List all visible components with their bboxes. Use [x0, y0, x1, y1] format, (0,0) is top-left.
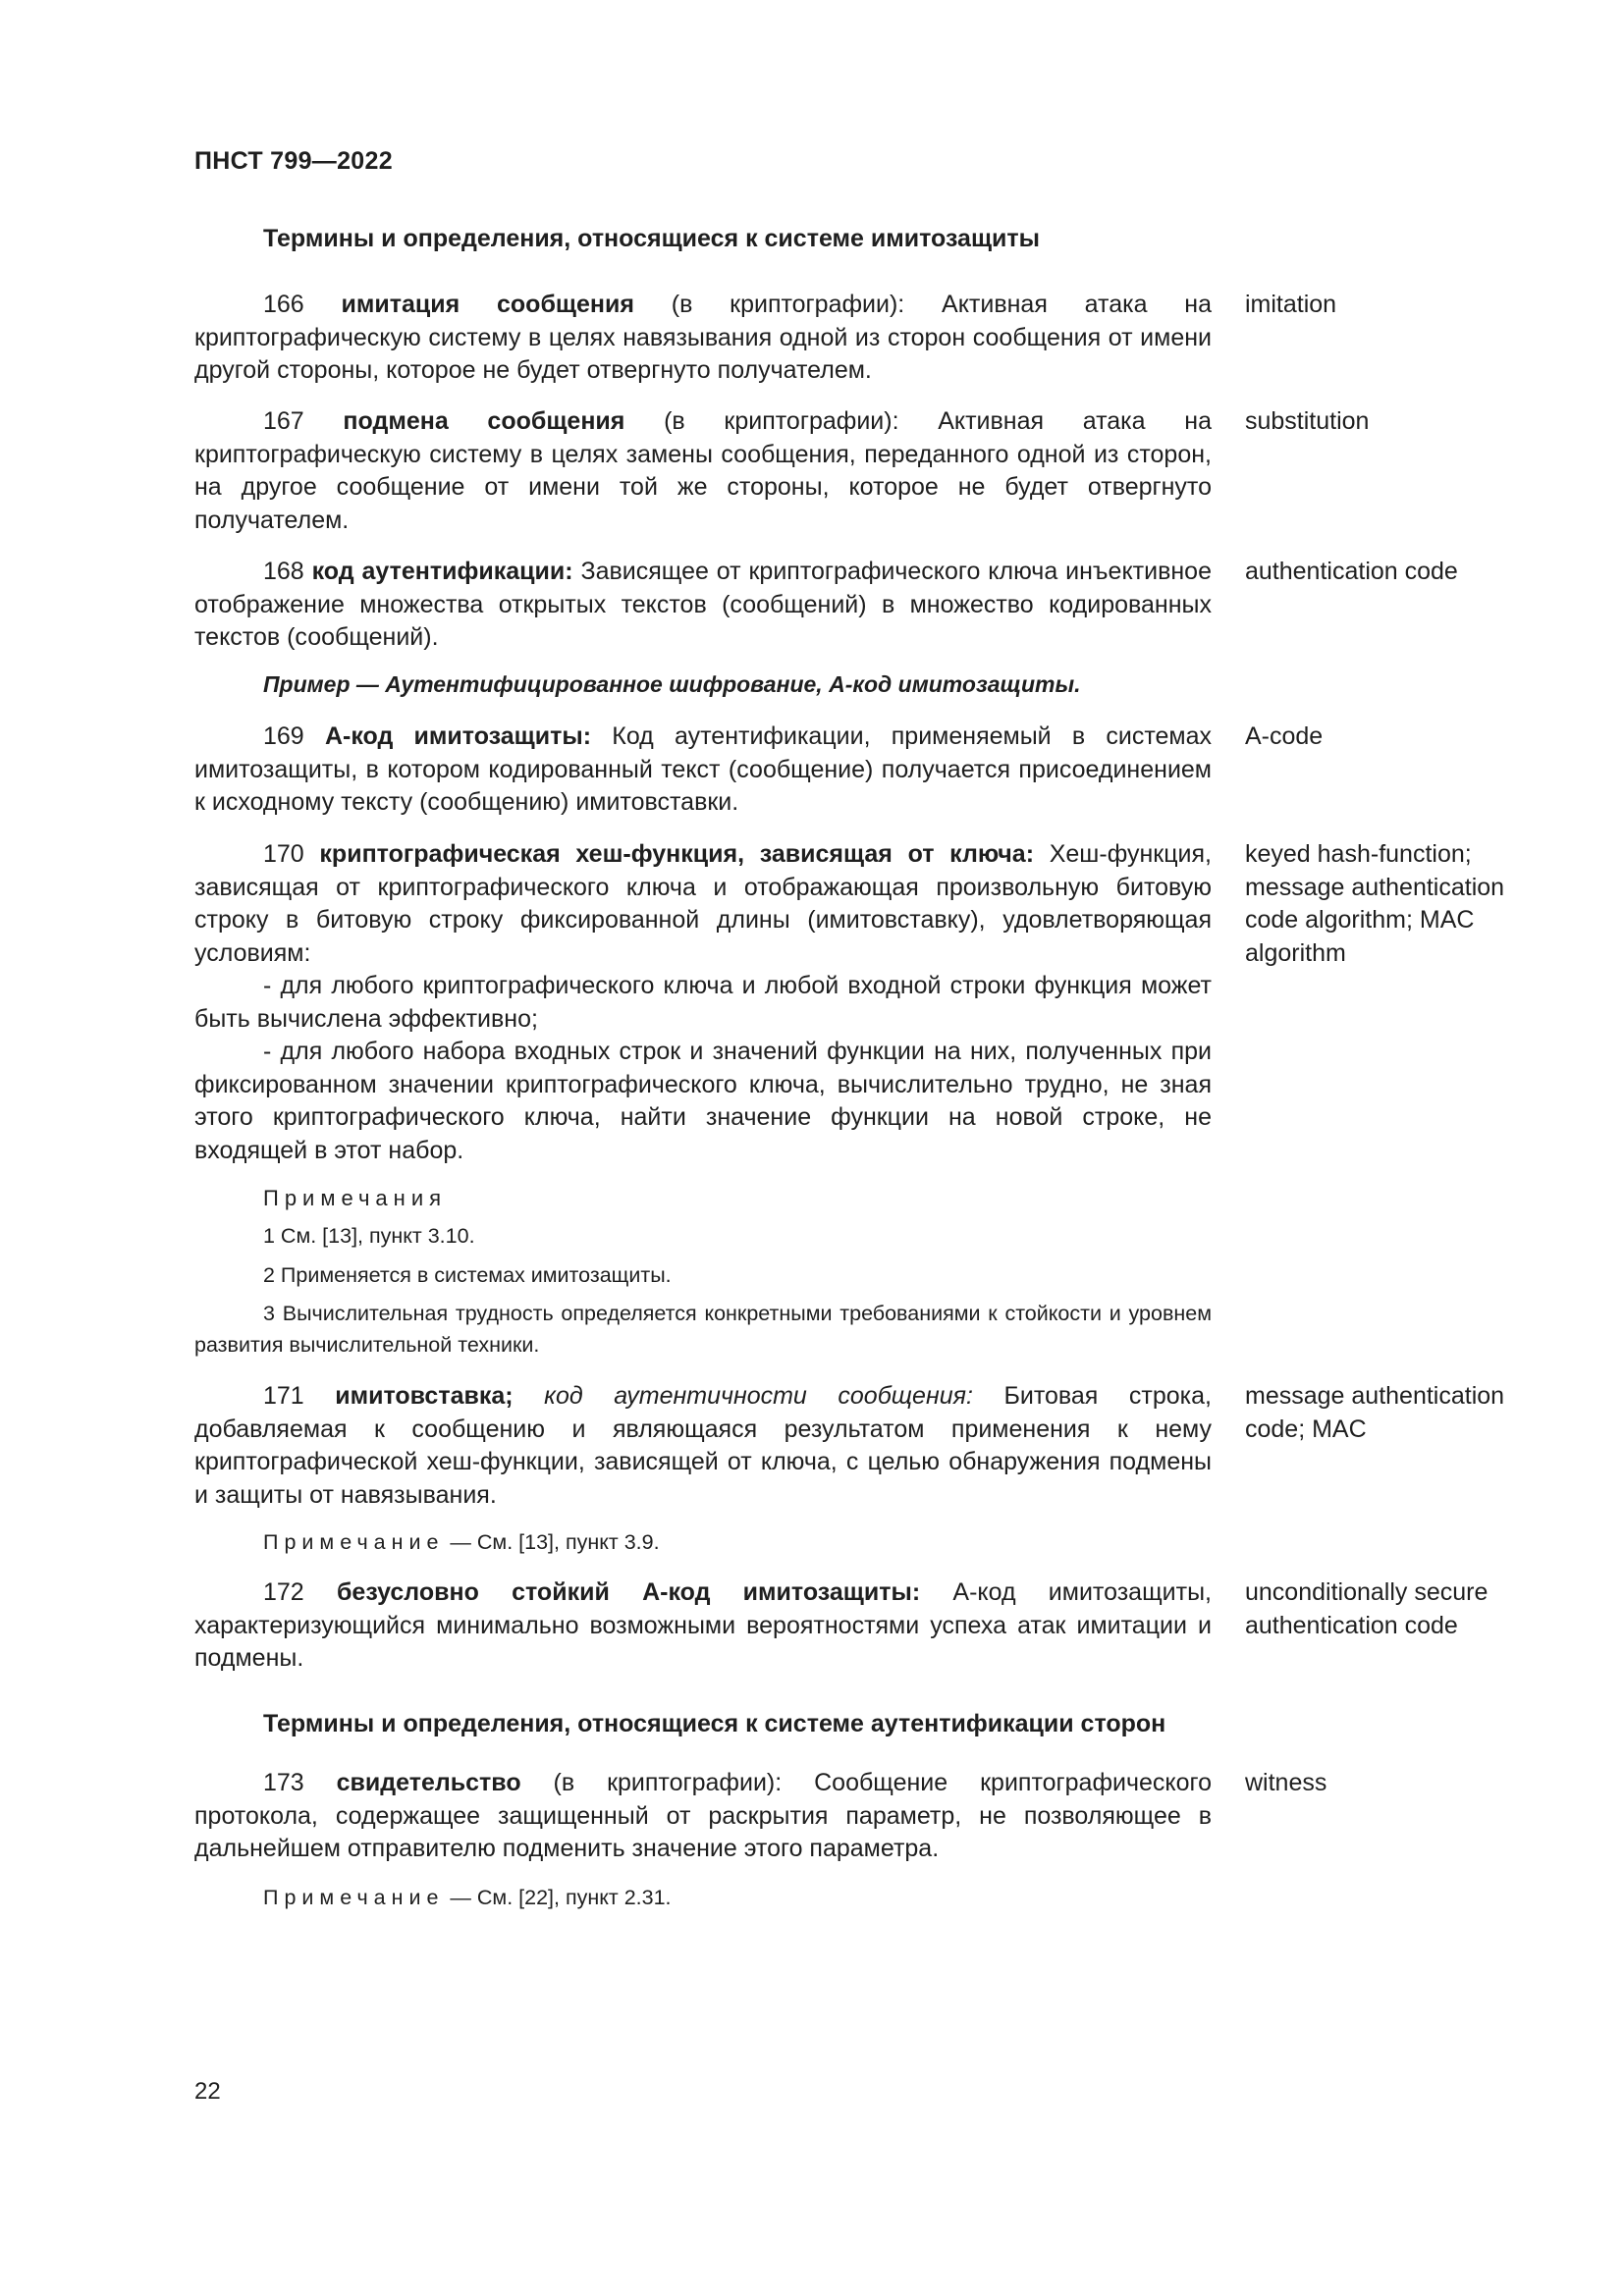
section-title-imitation-protection: Термины и определения, относящиеся к системе имитозащиты: [263, 225, 1041, 252]
english-term-168: authentication code: [1245, 558, 1458, 585]
english-term-173: witness: [1245, 1769, 1327, 1796]
english-term-169: A-code: [1245, 722, 1324, 750]
term-synonym: код аутентичности сообщения:: [513, 1382, 973, 1410]
term-name: код аутентификации:: [311, 558, 573, 585]
english-term-172: unconditionally secure authentication code: [1245, 1578, 1489, 1639]
term-name: криптографическая хеш-функция, зависящая от ключа:: [319, 840, 1035, 868]
term-entry-169: 169 А-код имитозащиты: Код аутентификации, применяемый в системах имитозащиты, в котором кодированный текст (сообщение) получается присоединением к исходному тексту (сообщению) имитовставки.: [194, 722, 1212, 816]
term-name: имитовставка;: [335, 1382, 514, 1410]
term-entry-168: 168 код аутентификации: Зависящее от криптографического ключа инъективное отображение множества открытых текстов (сообщений) в множество кодированных текстов (сообщений).: [194, 558, 1212, 651]
term-name: безусловно стойкий А-код имитозащиты:: [336, 1578, 921, 1606]
condition-item-1: - для любого криптографического ключа и любой входной строки функция может быть вычислена эффективно;: [194, 972, 1212, 1033]
english-term-167: substitution: [1245, 407, 1370, 435]
term-name: свидетельство: [336, 1769, 521, 1796]
term-entry-171: 171 имитовставка; код аутентичности сообщения: Битовая строка, добавляемая к сообщению и являющаяся результатом применения к нему криптографической хеш-функции, зависящей от ключа, с целью обнаружения подмены и защиты от навязывания.: [194, 1382, 1212, 1509]
english-term-171: message authentication code; MAC: [1245, 1382, 1505, 1443]
term-entry-167: 167 подмена сообщения (в криптографии): Активная атака на криптографическую систему в целях замены сообщения, переданного одной из сторон, на другое сообщение от имени той же стороны, которое не будет отвергнуто получателем.: [194, 407, 1212, 534]
section-title-party-authentication: Термины и определения, относящиеся к системе аутентификации сторон: [263, 1710, 1166, 1737]
example-168: Пример — Аутентифицированное шифрование, А-код имитозащиты.: [263, 671, 1081, 697]
term-entry-166: 166 имитация сообщения (в криптографии): Активная атака на криптографическую систему в целях навязывания одной из сторон сообщения от имени другой стороны, которое не будет отвергнуто получателем.: [194, 291, 1212, 384]
term-name: подмена сообщения: [343, 407, 625, 435]
english-term-166: imitation: [1245, 291, 1337, 318]
note-170-3: 3 Вычислительная трудность определяется конкретными требованиями к стойкости и уровнем развития вычислительной техники.: [194, 1302, 1212, 1357]
note-170-1: 1 См. [13], пункт 3.10.: [263, 1224, 475, 1248]
page-number: 22: [194, 2078, 221, 2105]
english-term-170: keyed hash-function; message authentication code algorithm; MAC algorithm: [1245, 840, 1505, 967]
term-entry-170: 170 криптографическая хеш-функция, зависящая от ключа: Хеш-функция, зависящая от криптографического ключа и отображающая произвольную битовую строку в битовую строку фиксированной длины (имитовставку), удовлетворяющая условиям: - для любого криптографического ключа и любой входной строки функция может быть вычислена эффективно; - для любого набора входных строк и значений функции на них, полученных при фиксированном значении криптографического ключа, вычислительно трудно, не зная этого криптографического ключа, найти значение функции на новой строке, не входящей в этот набор.: [194, 838, 1212, 1167]
term-name: А-код имитозащиты:: [324, 722, 592, 750]
document-code: ПНСТ 799—2022: [194, 147, 393, 175]
term-name: имитация сообщения: [341, 291, 634, 318]
condition-item-2: - для любого набора входных строк и значений функции на них, полученных при фиксированном значении криптографического ключа, вычислительно трудно, не зная этого криптографического ключа, найти значение функции на новой строке, не входящей в этот набор.: [194, 1038, 1212, 1164]
term-entry-172: 172 безусловно стойкий А-код имитозащиты: А-код имитозащиты, характеризующийся минимально возможными вероятностями успеха атак имитации и подмены.: [194, 1578, 1212, 1672]
note-170-2: 2 Применяется в системах имитозащиты.: [263, 1263, 672, 1287]
note-173: Примечание — См. [22], пункт 2.31.: [263, 1886, 672, 1909]
notes-heading-170: Примечания: [263, 1186, 448, 1210]
term-entry-173: 173 свидетельство (в криптографии): Сообщение криптографического протокола, содержащее защищенный от раскрытия параметр, не позволяющее в дальнейшем отправителю подменить значение этого параметра.: [194, 1769, 1212, 1862]
note-171: Примечание — См. [13], пункт 3.9.: [263, 1530, 660, 1554]
